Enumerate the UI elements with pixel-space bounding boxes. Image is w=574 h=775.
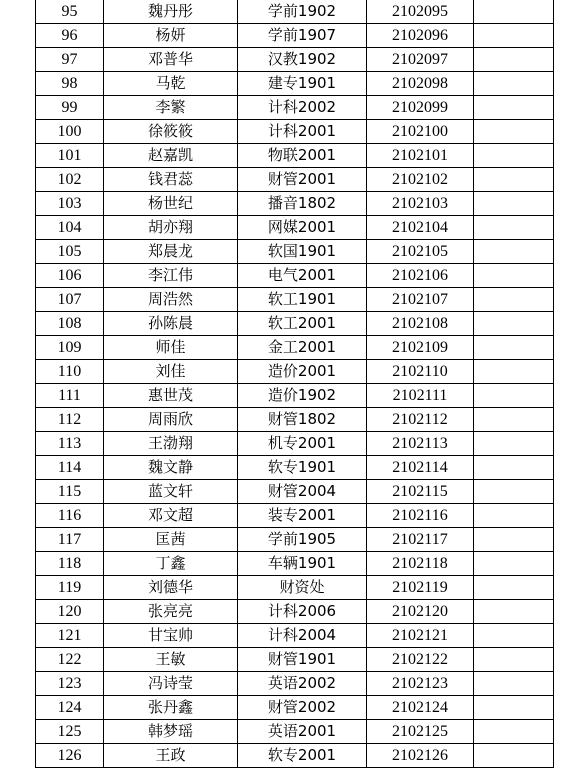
student-name: 李繁 [104,96,238,120]
student-name: 刘佳 [104,360,238,384]
empty-cell [474,24,554,48]
student-id: 2102101 [367,144,474,168]
empty-cell [474,648,554,672]
student-name: 冯诗莹 [104,672,238,696]
class-name: 网媒2001 [238,216,367,240]
table-row [36,288,554,312]
empty-cell [474,48,554,72]
class-name: 财管1802 [238,408,367,432]
class-name: 播音1802 [238,192,367,216]
class-name: 造价2001 [238,360,367,384]
class-name: 软国1901 [238,240,367,264]
empty-cell [474,744,554,768]
row-number: 115 [36,480,104,504]
row-number: 109 [36,336,104,360]
table-row [36,384,554,408]
row-number: 113 [36,432,104,456]
student-id: 2102123 [367,672,474,696]
row-number: 111 [36,384,104,408]
student-id: 2102102 [367,168,474,192]
student-id: 2102121 [367,624,474,648]
class-name: 软工1901 [238,288,367,312]
row-number: 125 [36,720,104,744]
empty-cell [474,360,554,384]
student-id: 2102126 [367,744,474,768]
row-number: 96 [36,24,104,48]
table-row [36,672,554,696]
student-id: 2102124 [367,696,474,720]
table-row [36,576,554,600]
row-number: 124 [36,696,104,720]
row-number: 118 [36,552,104,576]
empty-cell [474,408,554,432]
table-row [36,720,554,744]
student-name: 郑晨龙 [104,240,238,264]
empty-cell [474,192,554,216]
student-id: 2102096 [367,24,474,48]
student-name: 孙陈晨 [104,312,238,336]
empty-cell [474,504,554,528]
student-name: 魏丹彤 [104,0,238,24]
class-name: 英语2001 [238,720,367,744]
student-name: 马乾 [104,72,238,96]
student-name: 周浩然 [104,288,238,312]
student-id: 2102114 [367,456,474,480]
student-name: 周雨欣 [104,408,238,432]
class-name: 软专1901 [238,456,367,480]
row-number: 117 [36,528,104,552]
student-id: 2102110 [367,360,474,384]
class-name: 造价1902 [238,384,367,408]
student-name: 杨妍 [104,24,238,48]
empty-cell [474,576,554,600]
table-row [36,48,554,72]
student-id: 2102104 [367,216,474,240]
table-row [36,24,554,48]
row-number: 122 [36,648,104,672]
table-row [36,336,554,360]
empty-cell [474,216,554,240]
student-name: 甘宝帅 [104,624,238,648]
empty-cell [474,552,554,576]
empty-cell [474,384,554,408]
empty-cell [474,720,554,744]
class-name: 财管2001 [238,168,367,192]
student-name: 杨世纪 [104,192,238,216]
student-name: 张亮亮 [104,600,238,624]
student-name: 邓普华 [104,48,238,72]
class-name: 金工2001 [238,336,367,360]
student-id: 2102095 [367,0,474,24]
table-row [36,528,554,552]
row-number: 123 [36,672,104,696]
student-id: 2102111 [367,384,474,408]
table-row [36,552,554,576]
row-number: 121 [36,624,104,648]
student-id: 2102103 [367,192,474,216]
empty-cell [474,480,554,504]
student-name: 王政 [104,744,238,768]
empty-cell [474,456,554,480]
student-name: 丁鑫 [104,552,238,576]
table-row [36,120,554,144]
student-name: 韩梦瑶 [104,720,238,744]
empty-cell [474,96,554,120]
table-row [36,96,554,120]
table-row [36,192,554,216]
student-name: 邓文超 [104,504,238,528]
table-row [36,456,554,480]
student-name: 李江伟 [104,264,238,288]
row-number: 98 [36,72,104,96]
class-name: 学前1905 [238,528,367,552]
student-id: 2102099 [367,96,474,120]
table-row [36,600,554,624]
row-number: 100 [36,120,104,144]
empty-cell [474,624,554,648]
student-name: 徐筱筱 [104,120,238,144]
student-name: 师佳 [104,336,238,360]
empty-cell [474,0,554,24]
class-name: 机专2001 [238,432,367,456]
student-name: 刘德华 [104,576,238,600]
student-id: 2102119 [367,576,474,600]
row-number: 107 [36,288,104,312]
table-row [36,504,554,528]
table-row [36,480,554,504]
table-row [36,168,554,192]
class-name: 财管2004 [238,480,367,504]
row-number: 95 [36,0,104,24]
row-number: 126 [36,744,104,768]
class-name: 装专2001 [238,504,367,528]
student-id: 2102125 [367,720,474,744]
student-id: 2102122 [367,648,474,672]
student-name: 王渤翔 [104,432,238,456]
student-id: 2102112 [367,408,474,432]
table-row [36,624,554,648]
row-number: 103 [36,192,104,216]
table-row [36,312,554,336]
class-name: 计科2004 [238,624,367,648]
class-name: 软工2001 [238,312,367,336]
empty-cell [474,240,554,264]
student-name: 赵嘉凯 [104,144,238,168]
student-id: 2102098 [367,72,474,96]
roster-table [35,0,554,768]
empty-cell [474,600,554,624]
student-id: 2102109 [367,336,474,360]
class-name: 财管1901 [238,648,367,672]
row-number: 110 [36,360,104,384]
empty-cell [474,144,554,168]
empty-cell [474,264,554,288]
row-number: 119 [36,576,104,600]
row-number: 116 [36,504,104,528]
class-name: 汉教1902 [238,48,367,72]
student-name: 惠世茂 [104,384,238,408]
row-number: 99 [36,96,104,120]
table-row [36,432,554,456]
empty-cell [474,336,554,360]
student-name: 钱君蕊 [104,168,238,192]
student-id: 2102108 [367,312,474,336]
empty-cell [474,528,554,552]
table-row [36,72,554,96]
student-name: 蓝文轩 [104,480,238,504]
student-id: 2102105 [367,240,474,264]
student-id: 2102118 [367,552,474,576]
student-name: 张丹鑫 [104,696,238,720]
table-row [36,216,554,240]
row-number: 112 [36,408,104,432]
student-id: 2102120 [367,600,474,624]
empty-cell [474,312,554,336]
class-name: 电气2001 [238,264,367,288]
table-row [36,240,554,264]
table-row [36,360,554,384]
student-id: 2102106 [367,264,474,288]
student-id: 2102107 [367,288,474,312]
table-row [36,144,554,168]
row-number: 104 [36,216,104,240]
row-number: 101 [36,144,104,168]
student-id: 2102097 [367,48,474,72]
class-name: 计科2001 [238,120,367,144]
table-row [36,744,554,768]
row-number: 120 [36,600,104,624]
row-number: 97 [36,48,104,72]
row-number: 106 [36,264,104,288]
table-row [36,408,554,432]
class-name: 学前1902 [238,0,367,24]
empty-cell [474,696,554,720]
class-name: 建专1901 [238,72,367,96]
empty-cell [474,288,554,312]
class-name: 物联2001 [238,144,367,168]
table-row [36,696,554,720]
class-name: 英语2002 [238,672,367,696]
empty-cell [474,672,554,696]
class-name: 学前1907 [238,24,367,48]
empty-cell [474,168,554,192]
table-row [36,648,554,672]
row-number: 102 [36,168,104,192]
table-row [36,264,554,288]
student-id: 2102115 [367,480,474,504]
student-id: 2102113 [367,432,474,456]
empty-cell [474,432,554,456]
roster-body [36,0,554,768]
class-name: 车辆1901 [238,552,367,576]
empty-cell [474,120,554,144]
student-id: 2102117 [367,528,474,552]
class-name: 财管2002 [238,696,367,720]
student-name: 王敏 [104,648,238,672]
table-row [36,0,554,24]
student-id: 2102100 [367,120,474,144]
roster-sheet [35,0,553,768]
class-name: 计科2002 [238,96,367,120]
class-name: 财资处 [238,576,367,600]
empty-cell [474,72,554,96]
student-name: 魏文静 [104,456,238,480]
student-name: 匡茜 [104,528,238,552]
class-name: 软专2001 [238,744,367,768]
row-number: 105 [36,240,104,264]
class-name: 计科2006 [238,600,367,624]
student-name: 胡亦翔 [104,216,238,240]
row-number: 114 [36,456,104,480]
row-number: 108 [36,312,104,336]
student-id: 2102116 [367,504,474,528]
